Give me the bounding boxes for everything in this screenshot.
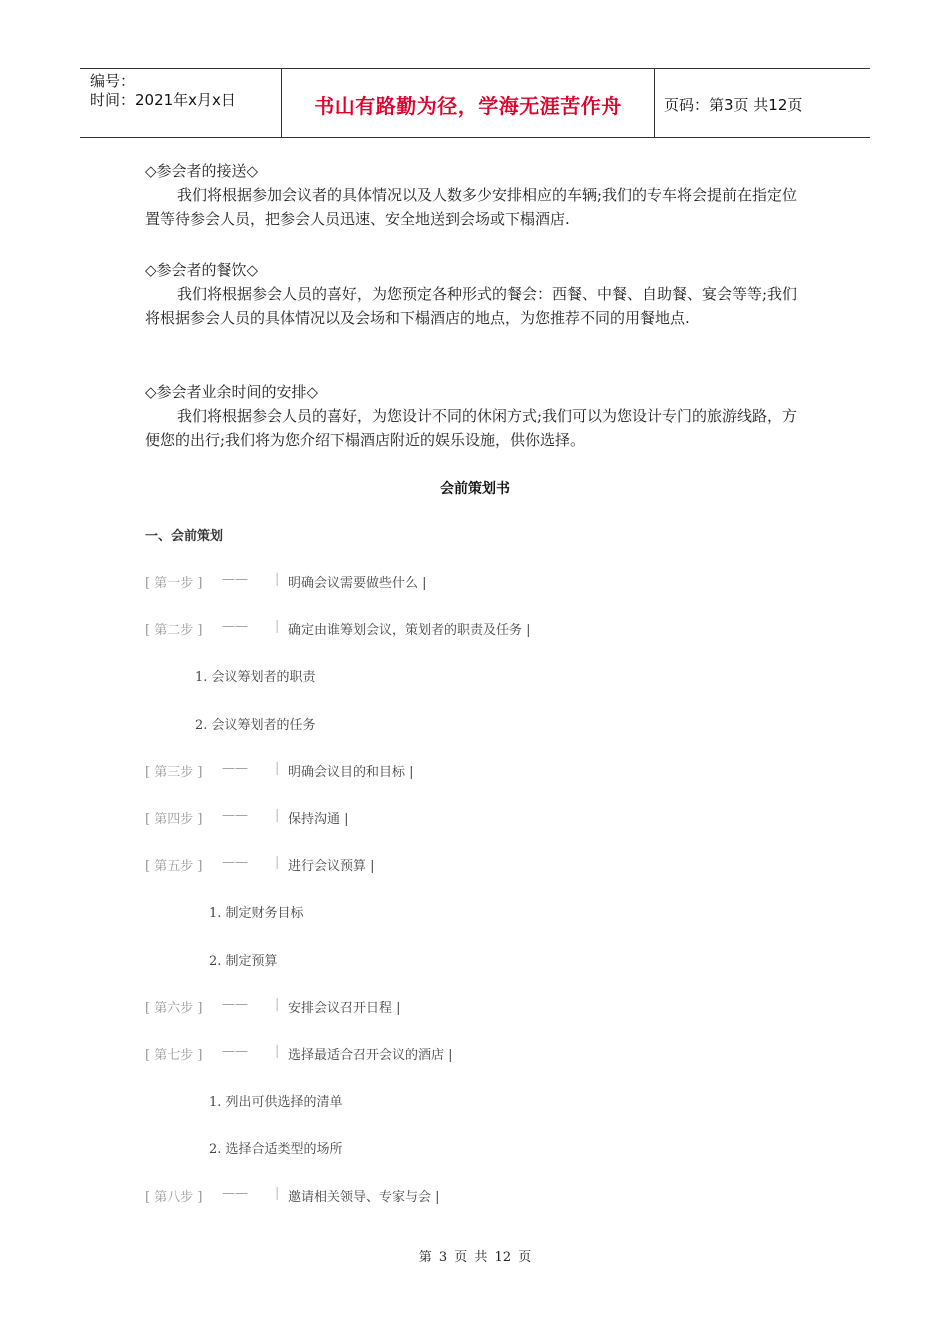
step-text: 进行会议预算 |: [288, 859, 375, 875]
step-label: [ 第三步 ]: [145, 764, 203, 780]
step-dash: ——: [222, 572, 248, 587]
section-heading: ◇参会者业余时间的安排◇: [145, 383, 319, 401]
step-text: 安排会议召开日程 |: [288, 1000, 401, 1016]
section-leisure: [145, 380, 810, 452]
step-separator: |: [275, 619, 280, 635]
page-footer: 第 3 页 共 12 页: [418, 1250, 532, 1265]
step-separator: |: [275, 808, 280, 823]
step-row: [145, 855, 375, 875]
header-page-number: 页码：第3页 共12页: [664, 96, 803, 114]
step-label: [ 第二步 ]: [145, 623, 203, 639]
plan-subtitle: 一、会前策划: [145, 529, 224, 544]
step-dash: ——: [222, 808, 248, 823]
step-separator: |: [275, 1044, 280, 1059]
step-text: 明确会议需要做些什么 |: [288, 576, 427, 591]
step-separator: |: [275, 1185, 280, 1201]
step-separator: |: [275, 996, 280, 1012]
step-text: 邀请相关领导、专家与会 |: [288, 1189, 440, 1205]
step-separator: |: [275, 760, 280, 776]
step-separator: |: [275, 855, 280, 871]
section-paragraph: 我们将根据参加会议者的具体情况以及人数多少安排相应的车辆;我们的专车将会提前在指定位置等待参会人员，把参会人员迅速、安全地送到会场或下榻酒店.: [145, 186, 798, 228]
header-motto: 书山有路勤为径，学海无涯苦作舟: [314, 94, 622, 118]
step-sub-item: 1. 制定财务目标: [209, 906, 304, 922]
section-paragraph: 我们将根据参会人员的喜好，为您设计不同的休闲方式;我们可以为您设计专门的旅游线路，方便您的出行;我们将为您介绍下榻酒店附近的娱乐设施，供你选择。: [145, 407, 798, 449]
step-label: [ 第六步 ]: [145, 1000, 203, 1016]
page-header: [80, 68, 870, 138]
step-dash: ——: [222, 760, 248, 776]
step-row: [145, 808, 349, 827]
step-label: [ 第四步 ]: [145, 812, 203, 827]
step-text: 确定由谁筹划会议，策划者的职责及任务 |: [288, 623, 531, 639]
step-dash: ——: [222, 1044, 248, 1059]
header-time: 时间：2021年x月x日: [90, 91, 236, 109]
step-row: [145, 1185, 440, 1205]
step-row: [145, 996, 401, 1016]
plan-title: 会前策划书: [440, 481, 510, 497]
step-row: [145, 760, 414, 780]
section-heading: ◇参会者的接送◇: [145, 162, 259, 180]
step-text: 保持沟通 |: [288, 812, 349, 827]
step-sub-item: 2. 选择合适类型的场所: [209, 1142, 343, 1158]
step-dash: ——: [222, 1185, 248, 1201]
step-label: [ 第一步 ]: [145, 576, 203, 591]
step-text: 选择最适合召开会议的酒店 |: [288, 1048, 453, 1063]
step-text: 明确会议目的和目标 |: [288, 764, 414, 780]
header-meta: [90, 72, 236, 110]
step-sub-item: 1. 列出可供选择的清单: [209, 1095, 343, 1111]
header-number: 编号：: [90, 72, 136, 90]
step-row: [145, 572, 427, 591]
step-row: [145, 1044, 453, 1063]
step-label: [ 第五步 ]: [145, 859, 203, 875]
step-sub-item: 2. 会议筹划者的任务: [195, 717, 316, 733]
step-dash: ——: [222, 855, 248, 871]
step-sub-item: 2. 制定预算: [209, 953, 278, 969]
step-label: [ 第七步 ]: [145, 1048, 203, 1063]
header-divider: [654, 69, 655, 137]
step-row: [145, 619, 531, 639]
step-dash: ——: [222, 996, 248, 1012]
section-catering: [145, 258, 810, 330]
step-label: [ 第八步 ]: [145, 1189, 203, 1205]
step-separator: |: [275, 572, 280, 587]
step-sub-item: 1. 会议筹划者的职责: [195, 670, 316, 686]
section-pickup: [145, 159, 810, 231]
step-dash: ——: [222, 619, 248, 635]
section-paragraph: 我们将根据参会人员的喜好，为您预定各种形式的餐会：西餐、中餐、自助餐、宴会等等;我们将根据参会人员的具体情况以及会场和下榻酒店的地点，为您推荐不同的用餐地点.: [145, 285, 798, 327]
section-heading: ◇参会者的餐饮◇: [145, 261, 259, 279]
